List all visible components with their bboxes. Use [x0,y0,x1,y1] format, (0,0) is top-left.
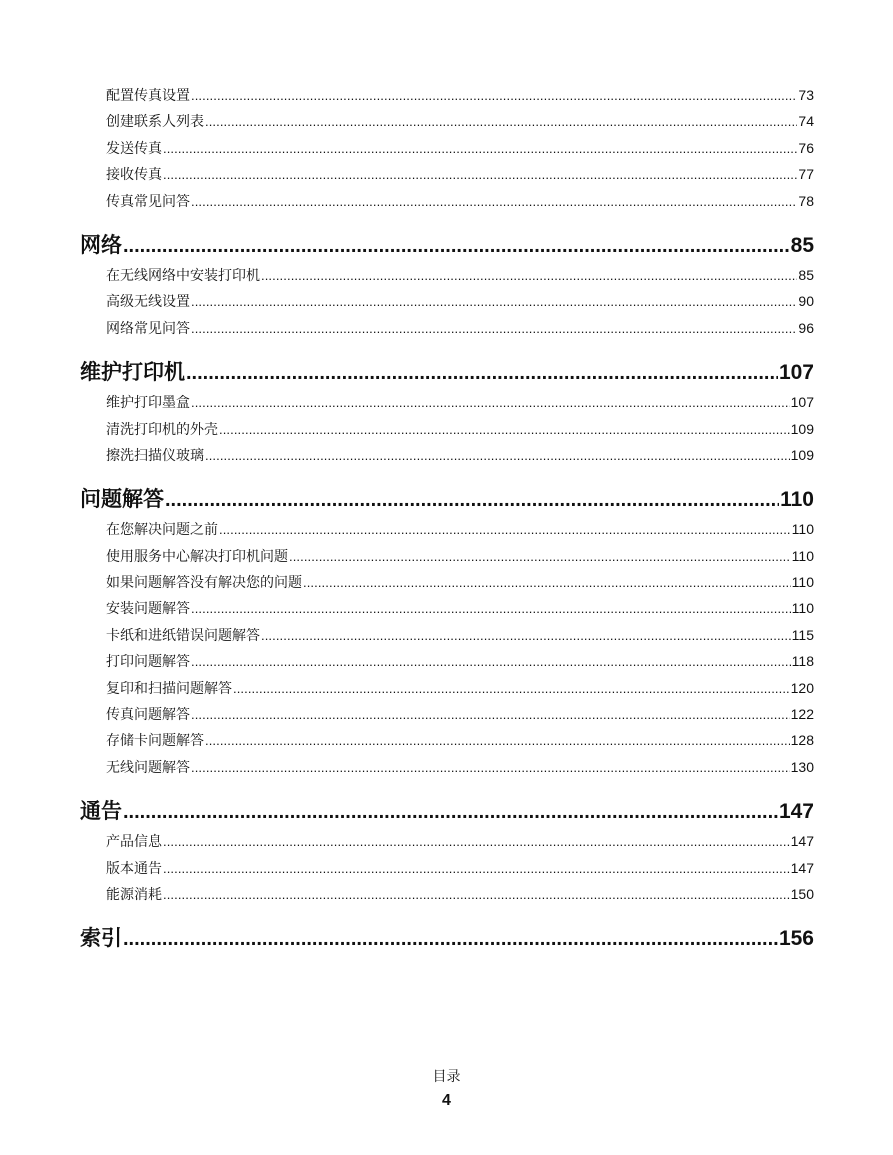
toc-entry[interactable] [80,855,814,881]
dot-leader [186,358,778,388]
toc-entry[interactable] [80,188,814,214]
toc-entry[interactable] [80,622,814,648]
toc-entry-title: 版本通告 [106,860,162,877]
toc-entry-page: 85 [798,266,814,283]
toc-entry-page: 128 [790,732,814,749]
table-of-contents [80,82,814,955]
toc-entry-title: 复印和扫描问题解答 [106,680,232,697]
toc-entry-page: 150 [790,885,814,902]
dot-leader [191,289,797,315]
toc-section-page: 147 [778,800,814,824]
toc-entry-page: 118 [791,653,814,670]
dot-leader [191,649,791,675]
toc-entry-title: 打印问题解答 [106,654,190,671]
dot-leader [163,829,790,855]
dot-leader [163,856,790,882]
dot-leader [163,162,797,188]
toc-entry-page: 147 [790,833,814,850]
dot-leader [205,109,797,135]
toc-entry-title: 网络常见问答 [106,320,190,337]
toc-section-title: 维护打印机 [80,360,185,385]
toc-entry-title: 卡纸和进纸错误问题解答 [106,627,260,644]
toc-section-heading[interactable] [80,357,814,387]
toc-entry-title: 配置传真设置 [106,88,190,104]
toc-entry-page: 110 [791,521,814,538]
toc-entry-page: 109 [790,446,814,463]
toc-entry[interactable] [80,754,814,780]
toc-section-page: 110 [780,488,814,512]
toc-entry[interactable] [80,675,814,701]
toc-section-title: 通告 [80,799,122,824]
toc-entry[interactable] [80,569,814,595]
toc-section-title: 问题解答 [80,487,164,512]
toc-entry-title: 在您解决问题之前 [106,522,218,539]
toc-section-heading[interactable] [80,230,814,260]
toc-entry-page: 147 [790,859,814,876]
toc-entry-page: 110 [791,574,814,591]
toc-section-page: 107 [778,361,814,385]
toc-section-heading[interactable] [80,923,814,953]
toc-entry-title: 高级无线设置 [106,294,190,311]
dot-leader [191,390,790,416]
toc-entry-page: 107 [790,394,814,411]
dot-leader [191,755,790,781]
dot-leader [123,231,790,261]
toc-entry-title: 无线问题解答 [106,759,190,776]
toc-entry-page: 73 [798,87,814,103]
page-footer [0,1066,893,1114]
dot-leader [191,596,791,622]
dot-leader [191,83,797,109]
toc-section-heading[interactable] [80,484,814,514]
toc-entry-title: 如果问题解答没有解决您的问题 [106,575,302,592]
toc-entry[interactable] [80,135,814,161]
toc-entry-title: 存储卡问题解答 [106,733,204,750]
dot-leader [233,676,790,702]
toc-entry[interactable] [80,516,814,542]
dot-leader [219,417,790,443]
toc-entry[interactable] [80,648,814,674]
toc-entry[interactable] [80,416,814,442]
toc-entry[interactable] [80,108,814,134]
toc-entry-title: 擦洗扫描仪玻璃 [106,447,204,464]
toc-entry-page: 76 [798,139,814,156]
toc-entry-title: 发送传真 [106,140,162,157]
dot-leader [123,924,778,954]
toc-entry-title: 传真问题解答 [106,707,190,724]
toc-entry[interactable] [80,828,814,854]
toc-entry[interactable] [80,595,814,621]
dot-leader [191,702,790,728]
toc-entry-page: 130 [790,758,814,775]
toc-entry[interactable] [80,288,814,314]
dot-leader [261,263,797,289]
toc-entry-page: 110 [791,547,814,564]
toc-entry-page: 78 [798,192,814,209]
dot-leader [205,443,790,469]
toc-section-title: 网络 [80,232,122,257]
dot-leader [163,136,797,162]
toc-entry[interactable] [80,161,814,187]
toc-entry[interactable] [80,262,814,288]
toc-entry-page: 120 [790,679,814,696]
dot-leader [191,189,797,215]
page-number: 4 [442,1092,451,1109]
toc-entry-title: 维护打印墨盒 [106,395,190,412]
toc-entry[interactable] [80,442,814,468]
toc-section-page: 156 [778,927,814,951]
toc-entry-title: 在无线网络中安装打印机 [106,267,260,284]
dot-leader [219,517,791,543]
dot-leader [303,570,791,596]
toc-entry[interactable] [80,82,814,108]
toc-entry-title: 安装问题解答 [106,601,190,618]
toc-entry-page: 115 [791,626,814,643]
dot-leader [163,882,790,908]
toc-entry-page: 77 [798,166,814,183]
toc-entry-page: 96 [798,319,814,336]
toc-entry-page: 74 [798,113,814,130]
toc-entry[interactable] [80,701,814,727]
toc-entry[interactable] [80,543,814,569]
toc-section-heading[interactable] [80,796,814,826]
dot-leader [261,623,791,649]
toc-entry-title: 产品信息 [106,834,162,851]
toc-entry-page: 90 [798,293,814,310]
dot-leader [123,797,778,827]
toc-entry[interactable] [80,727,814,753]
toc-entry-page: 109 [790,420,814,437]
toc-entry-title: 能源消耗 [106,886,162,903]
toc-section-title: 索引 [80,926,122,951]
toc-entry[interactable] [80,881,814,907]
toc-entry-page: 122 [790,706,814,723]
toc-entry-page: 110 [791,600,814,617]
toc-entry-title: 清洗打印机的外壳 [106,421,218,438]
dot-leader [191,316,797,342]
toc-entry-title: 创建联系人列表 [106,114,204,131]
footer-label: 目录 [432,1069,461,1085]
dot-leader [289,544,791,570]
toc-entry-title: 传真常见问答 [106,193,190,210]
toc-entry[interactable] [80,315,814,341]
toc-entry-title: 使用服务中心解决打印机问题 [106,548,288,565]
dot-leader [165,485,779,515]
toc-entry[interactable] [80,389,814,415]
dot-leader [205,728,790,754]
toc-section-page: 85 [790,233,814,257]
toc-entry-title: 接收传真 [106,167,162,184]
